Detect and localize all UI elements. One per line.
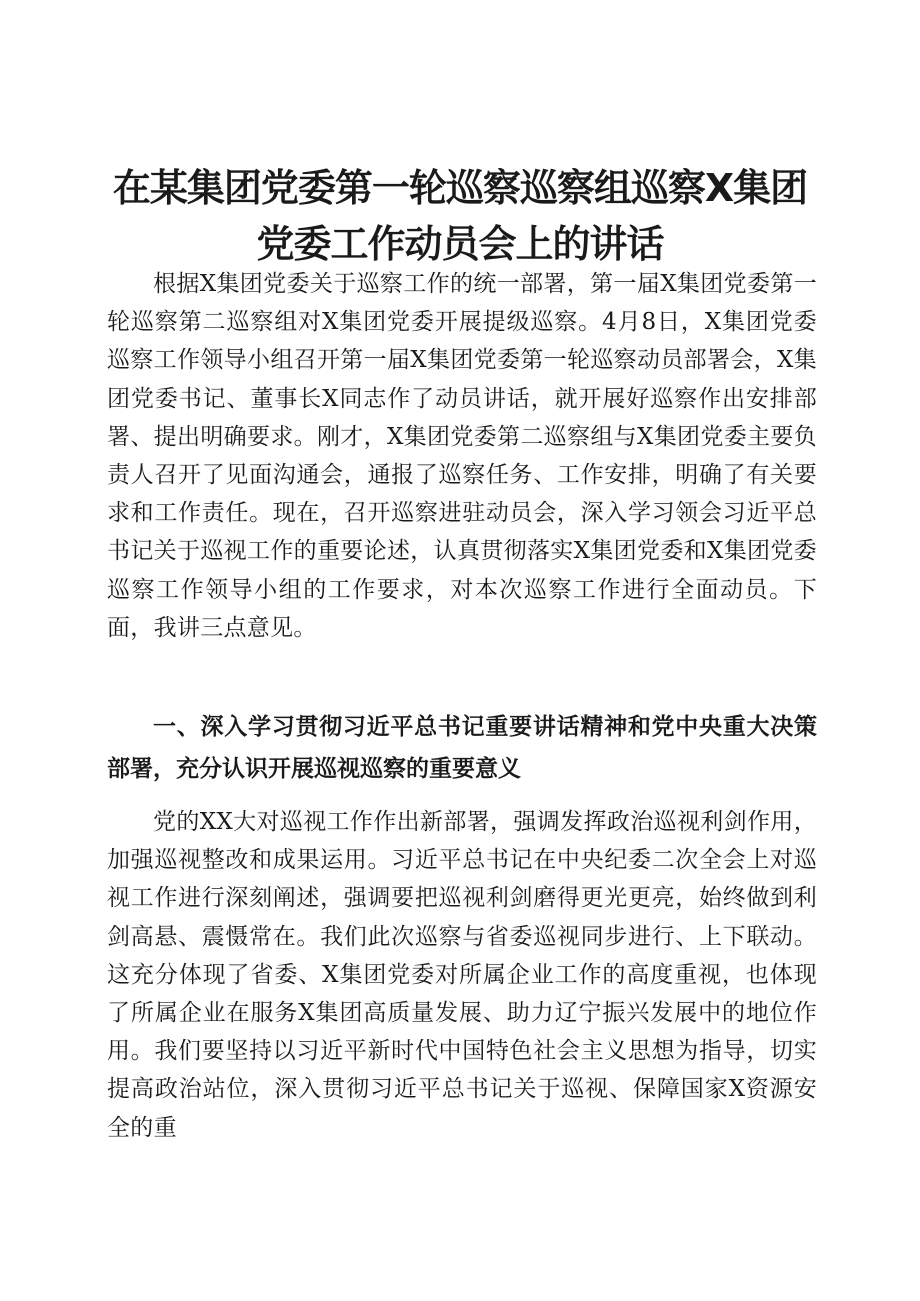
intro-paragraph: 根据X集团党委关于巡察工作的统一部署，第一届X集团党委第一轮巡察第二巡察组对X集团党委开展提级巡察。4月8日，X集团党委巡察工作领导小组召开第一届X集团党委第一轮巡察动员部署会，X集团党委书记、董事长X同志作了动员讲话，就开展好巡察作出安排部署、提出明确要求。刚才，X集团党委第二巡察组与X集团党委主要负责人召开了见面沟通会，通报了巡察任务、工作安排，明确了有关要求和工作责任。现在，召开巡察进驻动员会，深入学习领会习近平总书记关于巡视工作的重要论述，认真贯彻落实X集团党委和X集团党委巡察工作领导小组的工作要求，对本次巡察工作进行全面动员。下面，我讲三点意见。 (107, 271, 817, 641)
document-title-line-1: 在某集团党委第一轮巡察巡察组巡察X集团 (112, 166, 808, 210)
section-heading-1: 一、深入学习贯彻习近平总书记重要讲话精神和党中央重大决策部署，充分认识开展巡视巡察的重要意义 (107, 714, 817, 782)
section-1-paragraph: 党的XX大对巡视工作作出新部署，强调发挥政治巡视利剑作用，加强巡视整改和成果运用。习近平总书记在中央纪委二次全会上对巡视工作进行深刻阐述，强调要把巡视利剑磨得更光更亮，始终做到利剑高悬、震慑常在。我们此次巡察与省委巡视同步进行、上下联动。这充分体现了省委、X集团党委对所属企业工作的高度重视，也体现了所属企业在服务X集团高质量发展、助力辽宁振兴发展中的地位作用。我们要坚持以习近平新时代中国特色社会主义思想为指导，切实提高政治站位，深入贯彻习近平总书记关于巡视、保障国家X资源安全的重 (107, 809, 817, 1141)
document-title-line-2: 党委工作动员会上的讲话 (256, 222, 664, 266)
